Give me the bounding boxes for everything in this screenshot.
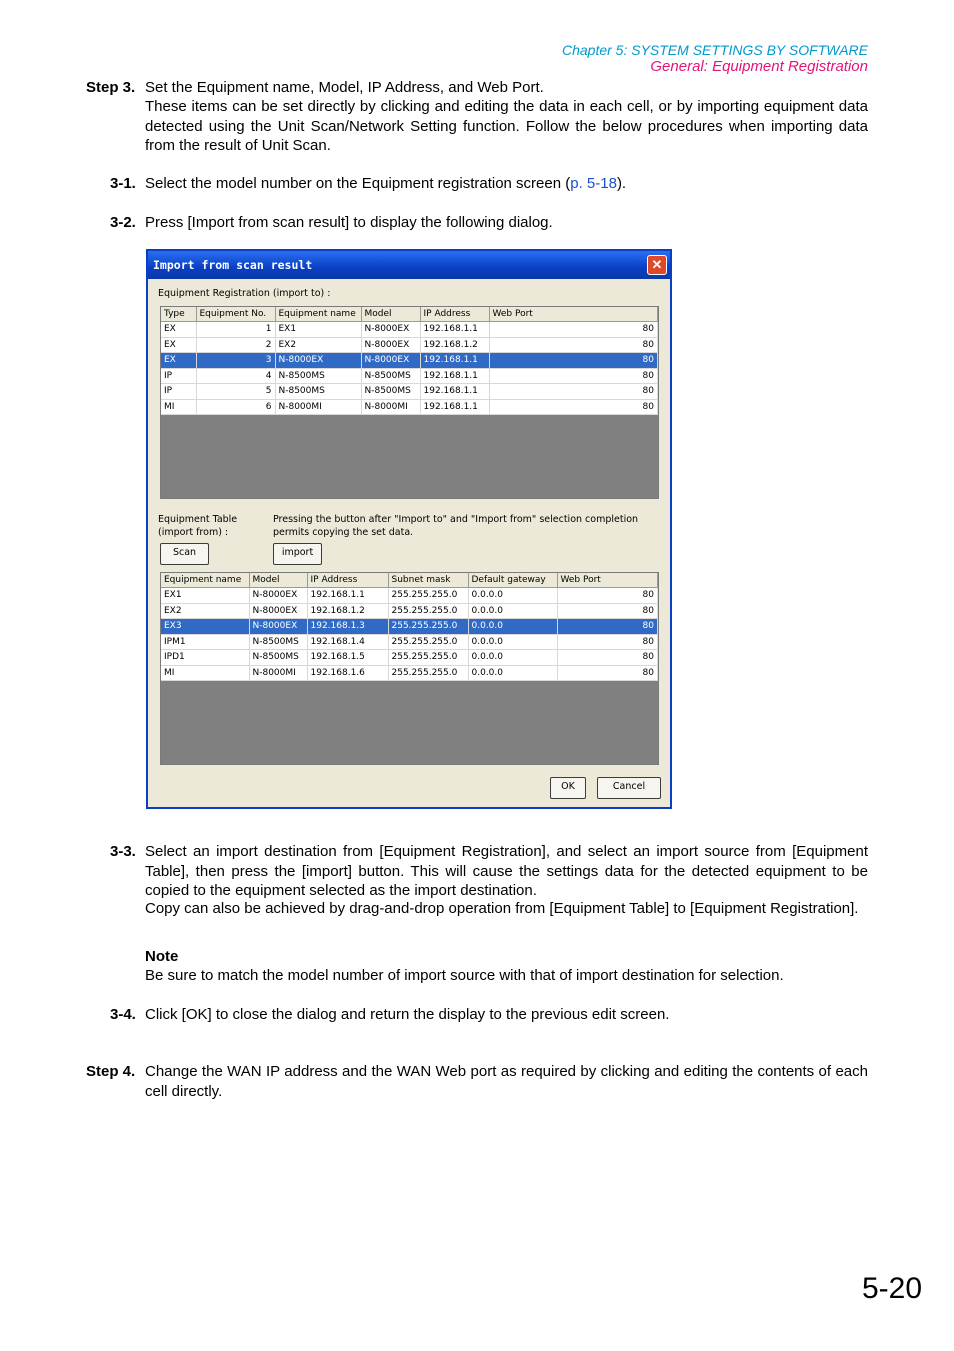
dialog-title: Import from scan result bbox=[148, 251, 670, 279]
table-cell[interactable]: 80 bbox=[489, 399, 658, 415]
step33-text1: Select an import destination from [Equipment Registration], and select an import source from [Equipment Table], then press the [import] button. This will cause the settings data for the detected equipment to be copied to the equipment selected as the import destination. bbox=[145, 843, 868, 899]
table-cell[interactable]: EX2 bbox=[161, 603, 249, 619]
table-cell[interactable]: 80 bbox=[557, 650, 658, 666]
page-link[interactable]: p. 5-18 bbox=[570, 175, 617, 192]
note-title: Note bbox=[145, 948, 179, 965]
table-cell[interactable]: 80 bbox=[489, 353, 658, 369]
table-cell[interactable]: N-8500MS bbox=[249, 650, 307, 666]
note-text: Be sure to match the model number of import source with that of import destination for selection. bbox=[145, 967, 784, 984]
table-cell[interactable]: 6 bbox=[196, 399, 275, 415]
table-row[interactable] bbox=[161, 665, 658, 681]
page-number: 5-20 bbox=[861, 1272, 922, 1305]
table-cell[interactable]: 255.255.255.0 bbox=[388, 603, 468, 619]
table-cell[interactable]: 255.255.255.0 bbox=[388, 619, 468, 635]
step33-label: 3-3. bbox=[110, 843, 136, 860]
column-header[interactable]: Equipment name bbox=[161, 573, 249, 588]
table-cell[interactable]: N-8000EX bbox=[249, 588, 307, 604]
step3-line2: These items can be set directly by clicking and editing the data in each cell, or by importing equipment data detected using the Unit Scan/Network Setting function. Follow the below procedures when importing data from the result of Unit Scan. bbox=[145, 98, 868, 154]
table-row[interactable] bbox=[161, 619, 658, 635]
registration-label: Equipment Registration (import to) : bbox=[158, 288, 331, 299]
table-cell[interactable]: 192.168.1.1 bbox=[307, 588, 388, 604]
table-cell[interactable]: IPD1 bbox=[161, 650, 249, 666]
hint-line2: permits copying the set data. bbox=[273, 527, 414, 538]
table-cell[interactable]: 80 bbox=[489, 337, 658, 353]
table-cell[interactable]: MI bbox=[161, 399, 196, 415]
column-header[interactable]: Model bbox=[361, 307, 420, 322]
table-cell[interactable]: N-8000EX bbox=[361, 353, 420, 369]
table-row[interactable] bbox=[161, 384, 658, 400]
table-cell[interactable]: N-8000EX bbox=[361, 322, 420, 338]
table-cell[interactable]: 0.0.0.0 bbox=[468, 634, 557, 650]
table-cell[interactable]: 80 bbox=[489, 322, 658, 338]
table-row[interactable] bbox=[161, 353, 658, 369]
scan-button[interactable]: Scan bbox=[160, 543, 209, 565]
hint-line1: Pressing the button after "Import to" and "Import from" selection completion bbox=[273, 514, 639, 525]
table-cell[interactable]: 192.168.1.1 bbox=[420, 353, 489, 369]
table-cell[interactable]: 0.0.0.0 bbox=[468, 588, 557, 604]
table-cell[interactable]: 0.0.0.0 bbox=[468, 619, 557, 635]
table-cell[interactable]: 4 bbox=[196, 368, 275, 384]
table-label-line2: (import from) : bbox=[158, 527, 229, 538]
table-row[interactable] bbox=[161, 399, 658, 415]
column-header[interactable]: Web Port bbox=[557, 573, 658, 588]
table-row[interactable] bbox=[161, 322, 658, 338]
table-cell[interactable]: 1 bbox=[196, 322, 275, 338]
table-cell[interactable]: 192.168.1.2 bbox=[307, 603, 388, 619]
column-header[interactable]: Type bbox=[161, 307, 196, 322]
table-cell[interactable]: 2 bbox=[196, 337, 275, 353]
table-cell[interactable]: 80 bbox=[557, 588, 658, 604]
table-cell[interactable]: EX1 bbox=[161, 588, 249, 604]
table-cell[interactable]: 80 bbox=[557, 619, 658, 635]
table-cell[interactable]: 192.168.1.3 bbox=[307, 619, 388, 635]
table-cell[interactable]: 192.168.1.1 bbox=[420, 384, 489, 400]
table-row[interactable] bbox=[161, 337, 658, 353]
table-cell[interactable]: 3 bbox=[196, 353, 275, 369]
table-cell[interactable]: 255.255.255.0 bbox=[388, 665, 468, 681]
table-cell[interactable]: 80 bbox=[489, 384, 658, 400]
column-header[interactable]: Model bbox=[249, 573, 307, 588]
chapter-header: Chapter 5: SYSTEM SETTINGS BY SOFTWARE bbox=[561, 42, 868, 58]
table-cell[interactable]: IP bbox=[161, 368, 196, 384]
table-cell[interactable]: IP bbox=[161, 384, 196, 400]
table-cell[interactable]: 5 bbox=[196, 384, 275, 400]
column-header[interactable]: Subnet mask bbox=[388, 573, 468, 588]
table-cell[interactable]: 80 bbox=[557, 634, 658, 650]
table-cell[interactable]: N-8500MS bbox=[249, 634, 307, 650]
table-cell[interactable]: 255.255.255.0 bbox=[388, 634, 468, 650]
step32-text: Press [Import from scan result] to display the following dialog. bbox=[145, 214, 553, 231]
cancel-button[interactable]: Cancel bbox=[597, 777, 661, 799]
table-cell[interactable]: MI bbox=[161, 665, 249, 681]
step34-text: Click [OK] to close the dialog and return the display to the previous edit screen. bbox=[145, 1006, 670, 1023]
table-cell[interactable]: 0.0.0.0 bbox=[468, 665, 557, 681]
table-cell[interactable]: N-8000EX bbox=[249, 619, 307, 635]
table-cell[interactable]: EX2 bbox=[275, 337, 361, 353]
table-row[interactable] bbox=[161, 368, 658, 384]
column-header[interactable]: Web Port bbox=[489, 307, 658, 322]
column-header[interactable]: IP Address bbox=[420, 307, 489, 322]
equipment-table-grid[interactable] bbox=[160, 572, 659, 765]
table-cell[interactable]: 192.168.1.4 bbox=[307, 634, 388, 650]
table-cell[interactable]: N-8500MS bbox=[275, 384, 361, 400]
table-label-line1: Equipment Table bbox=[158, 514, 238, 525]
ok-button[interactable]: OK bbox=[550, 777, 586, 799]
step3-line1: Set the Equipment name, Model, IP Address, and Web Port. bbox=[145, 79, 544, 96]
table-row[interactable] bbox=[161, 634, 658, 650]
step4-text: Change the WAN IP address and the WAN Web port as required by clicking and editing the contents of each cell directly. bbox=[145, 1063, 868, 1100]
table-cell[interactable]: EX1 bbox=[275, 322, 361, 338]
table-cell[interactable]: 80 bbox=[557, 603, 658, 619]
table-row[interactable] bbox=[161, 650, 658, 666]
table-cell[interactable]: IPM1 bbox=[161, 634, 249, 650]
table-cell[interactable]: 192.168.1.1 bbox=[420, 399, 489, 415]
table-cell[interactable]: EX bbox=[161, 353, 196, 369]
step32-label: 3-2. bbox=[110, 214, 136, 231]
section-header: General: Equipment Registration bbox=[650, 58, 868, 75]
table-cell[interactable]: 80 bbox=[489, 368, 658, 384]
import-button[interactable]: import bbox=[273, 543, 322, 565]
step4-label: Step 4. bbox=[86, 1063, 136, 1080]
table-cell[interactable]: N-8000EX bbox=[275, 353, 361, 369]
table-cell[interactable]: N-8500MS bbox=[361, 384, 420, 400]
table-cell[interactable]: N-8000MI bbox=[275, 399, 361, 415]
table-cell[interactable]: EX bbox=[161, 322, 196, 338]
step3-label: Step 3. bbox=[86, 79, 136, 96]
table-row[interactable] bbox=[161, 603, 658, 619]
table-cell[interactable]: 0.0.0.0 bbox=[468, 603, 557, 619]
table-cell[interactable]: N-8000EX bbox=[361, 337, 420, 353]
table-cell[interactable]: 192.168.1.2 bbox=[420, 337, 489, 353]
step31-label: 3-1. bbox=[110, 175, 136, 192]
step31-text: Select the model number on the Equipment registration screen (p. 5-18). bbox=[145, 175, 627, 192]
table-cell[interactable]: EX3 bbox=[161, 619, 249, 635]
table-cell[interactable]: N-8000EX bbox=[249, 603, 307, 619]
table-cell[interactable]: 80 bbox=[557, 665, 658, 681]
column-header[interactable]: Equipment No. bbox=[196, 307, 275, 322]
registration-grid[interactable] bbox=[160, 306, 659, 499]
table-row[interactable] bbox=[161, 588, 658, 604]
table-cell[interactable]: N-8000MI bbox=[361, 399, 420, 415]
table-cell[interactable]: 192.168.1.6 bbox=[307, 665, 388, 681]
table-cell[interactable]: EX bbox=[161, 337, 196, 353]
table-cell[interactable]: 192.168.1.1 bbox=[420, 322, 489, 338]
table-cell[interactable]: 255.255.255.0 bbox=[388, 650, 468, 666]
step33-text2: Copy can also be achieved by drag-and-drop operation from [Equipment Table] to [Equipment Registration]. bbox=[145, 900, 859, 917]
close-icon[interactable]: ✕ bbox=[647, 255, 667, 275]
column-header[interactable]: Default gateway bbox=[468, 573, 557, 588]
table-cell[interactable]: N-8000MI bbox=[249, 665, 307, 681]
table-cell[interactable]: 0.0.0.0 bbox=[468, 650, 557, 666]
import-dialog bbox=[146, 249, 672, 809]
column-header[interactable]: IP Address bbox=[307, 573, 388, 588]
table-cell[interactable]: N-8500MS bbox=[361, 368, 420, 384]
table-cell[interactable]: 255.255.255.0 bbox=[388, 588, 468, 604]
step34-label: 3-4. bbox=[110, 1006, 136, 1023]
table-cell[interactable]: N-8500MS bbox=[275, 368, 361, 384]
table-cell[interactable]: 192.168.1.5 bbox=[307, 650, 388, 666]
table-cell[interactable]: 192.168.1.1 bbox=[420, 368, 489, 384]
column-header[interactable]: Equipment name bbox=[275, 307, 361, 322]
